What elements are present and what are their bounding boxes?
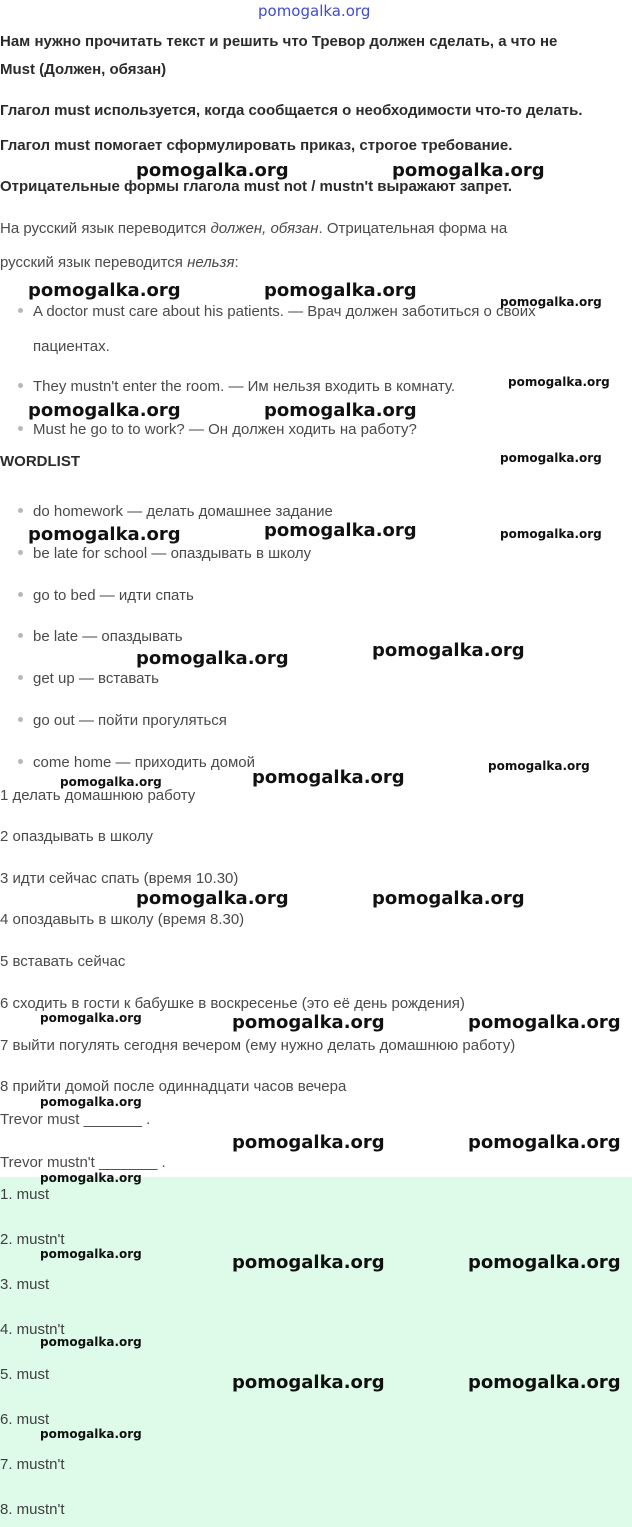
rule-2: Глагол must помогает сформулировать приказ, строгое требование. [0, 137, 513, 154]
watermark: pomogalka.org [500, 295, 602, 309]
watermark: pomogalka.org [232, 1372, 385, 1393]
bullet-icon [18, 592, 23, 597]
header-watermark[interactable]: pomogalka.org [258, 2, 371, 20]
bullet-icon [18, 675, 23, 680]
watermark: pomogalka.org [468, 1132, 621, 1153]
translation-line-1 [0, 220, 507, 237]
translation2-post: : [234, 254, 239, 271]
translation-pre: На русский язык переводится [0, 220, 211, 237]
watermark: pomogalka.org [372, 640, 525, 661]
watermark: pomogalka.org [372, 888, 525, 909]
bullet-icon [18, 550, 23, 555]
watermark: pomogalka.org [40, 1095, 142, 1109]
watermark: pomogalka.org [40, 1427, 142, 1441]
bullet-icon [18, 759, 23, 764]
task-item: 1 делать домашнюю работу [0, 787, 196, 804]
translation-italic: должен, обязан [210, 220, 319, 237]
watermark: pomogalka.org [468, 1372, 621, 1393]
translation2-pre: русский язык переводится [0, 254, 188, 271]
answer-item: 4. mustn't [0, 1321, 65, 1338]
wordlist-item: be late — опаздывать [18, 628, 183, 645]
watermark: pomogalka.org [40, 1171, 142, 1185]
bullet-icon [18, 426, 23, 431]
example-continuation: пациентах. [33, 338, 110, 355]
bullet-icon [18, 633, 23, 638]
watermark: pomogalka.org [264, 400, 417, 421]
task-item: 7 выйти погулять сегодня вечером (ему нужно делать домашнюю работу) [0, 1037, 516, 1054]
template-mustnt: Trevor mustn't _______ . [0, 1154, 166, 1171]
example-item: Must he go to to work? — Он должен ходить на работу? [18, 421, 417, 438]
watermark: pomogalka.org [28, 524, 181, 545]
rule-1: Глагол must используется, когда сообщается о необходимости что-то делать. [0, 102, 583, 119]
watermark: pomogalka.org [40, 1335, 142, 1349]
bullet-icon [18, 308, 23, 313]
watermark: pomogalka.org [60, 775, 162, 789]
watermark: pomogalka.org [392, 160, 545, 181]
answer-item: 7. mustn't [0, 1456, 65, 1473]
watermark: pomogalka.org [468, 1252, 621, 1273]
watermark: pomogalka.org [40, 1011, 142, 1025]
template-must: Trevor must _______ . [0, 1111, 151, 1128]
translation-line-2 [0, 254, 239, 271]
watermark: pomogalka.org [232, 1012, 385, 1033]
answer-item: 1. must [0, 1186, 50, 1203]
wordlist-item: do homework — делать домашнее задание [18, 503, 333, 520]
watermark: pomogalka.org [264, 520, 417, 541]
watermark: pomogalka.org [136, 648, 289, 669]
watermark: pomogalka.org [488, 759, 590, 773]
watermark: pomogalka.org [500, 527, 602, 541]
answer-item: 8. mustn't [0, 1501, 65, 1518]
answers-panel [0, 1177, 632, 1527]
task-item: 6 сходить в гости к бабушке в воскресенье (это её день рождения) [0, 995, 465, 1012]
intro-line-1: Нам нужно прочитать текст и решить что Тревор должен сделать, а что не [0, 33, 558, 50]
watermark: pomogalka.org [40, 1247, 142, 1261]
watermark: pomogalka.org [508, 375, 610, 389]
wordlist-item: go out — пойти прогуляться [18, 712, 227, 729]
example-item: They mustn't enter the room. — Им нельзя входить в комнату. [18, 378, 455, 395]
answer-item: 3. must [0, 1276, 50, 1293]
task-item: 2 опаздывать в школу [0, 828, 154, 845]
translation-post: . Отрицательная форма на [318, 220, 508, 237]
watermark: pomogalka.org [264, 280, 417, 301]
example-item: A doctor must care about his patients. — Врач должен заботиться о своих [18, 303, 536, 320]
task-item: 3 идти сейчас спать (время 10.30) [0, 870, 239, 887]
wordlist-item: come home — приходить домой [18, 754, 255, 771]
watermark: pomogalka.org [136, 888, 289, 909]
bullet-icon [18, 508, 23, 513]
task-item: 4 опоздавыть в школу (время 8.30) [0, 911, 245, 928]
watermark: pomogalka.org [232, 1252, 385, 1273]
wordlist-item: get up — вставать [18, 670, 159, 687]
watermark: pomogalka.org [500, 451, 602, 465]
bullet-icon [18, 383, 23, 388]
task-item: 8 прийти домой после одиннадцати часов вечера [0, 1078, 347, 1095]
answer-item: 2. mustn't [0, 1231, 65, 1248]
bullet-icon [18, 717, 23, 722]
task-item: 5 вставать сейчас [0, 953, 126, 970]
intro-line-2: Must (Должен, обязан) [0, 61, 167, 78]
translation2-italic: нельзя [187, 254, 235, 271]
watermark: pomogalka.org [28, 400, 181, 421]
watermark: pomogalka.org [468, 1012, 621, 1033]
wordlist-title: WORDLIST [0, 453, 80, 470]
answer-item: 5. must [0, 1366, 50, 1383]
wordlist-item: be late for school — опаздывать в школу [18, 545, 311, 562]
watermark: pomogalka.org [136, 160, 289, 181]
watermark: pomogalka.org [232, 1132, 385, 1153]
watermark: pomogalka.org [28, 280, 181, 301]
rule-3: Отрицательные формы глагола must not / mustn't выражают запрет. [0, 178, 513, 195]
wordlist-item: go to bed — идти спать [18, 587, 194, 604]
answer-item: 6. must [0, 1411, 50, 1428]
watermark: pomogalka.org [252, 767, 405, 788]
